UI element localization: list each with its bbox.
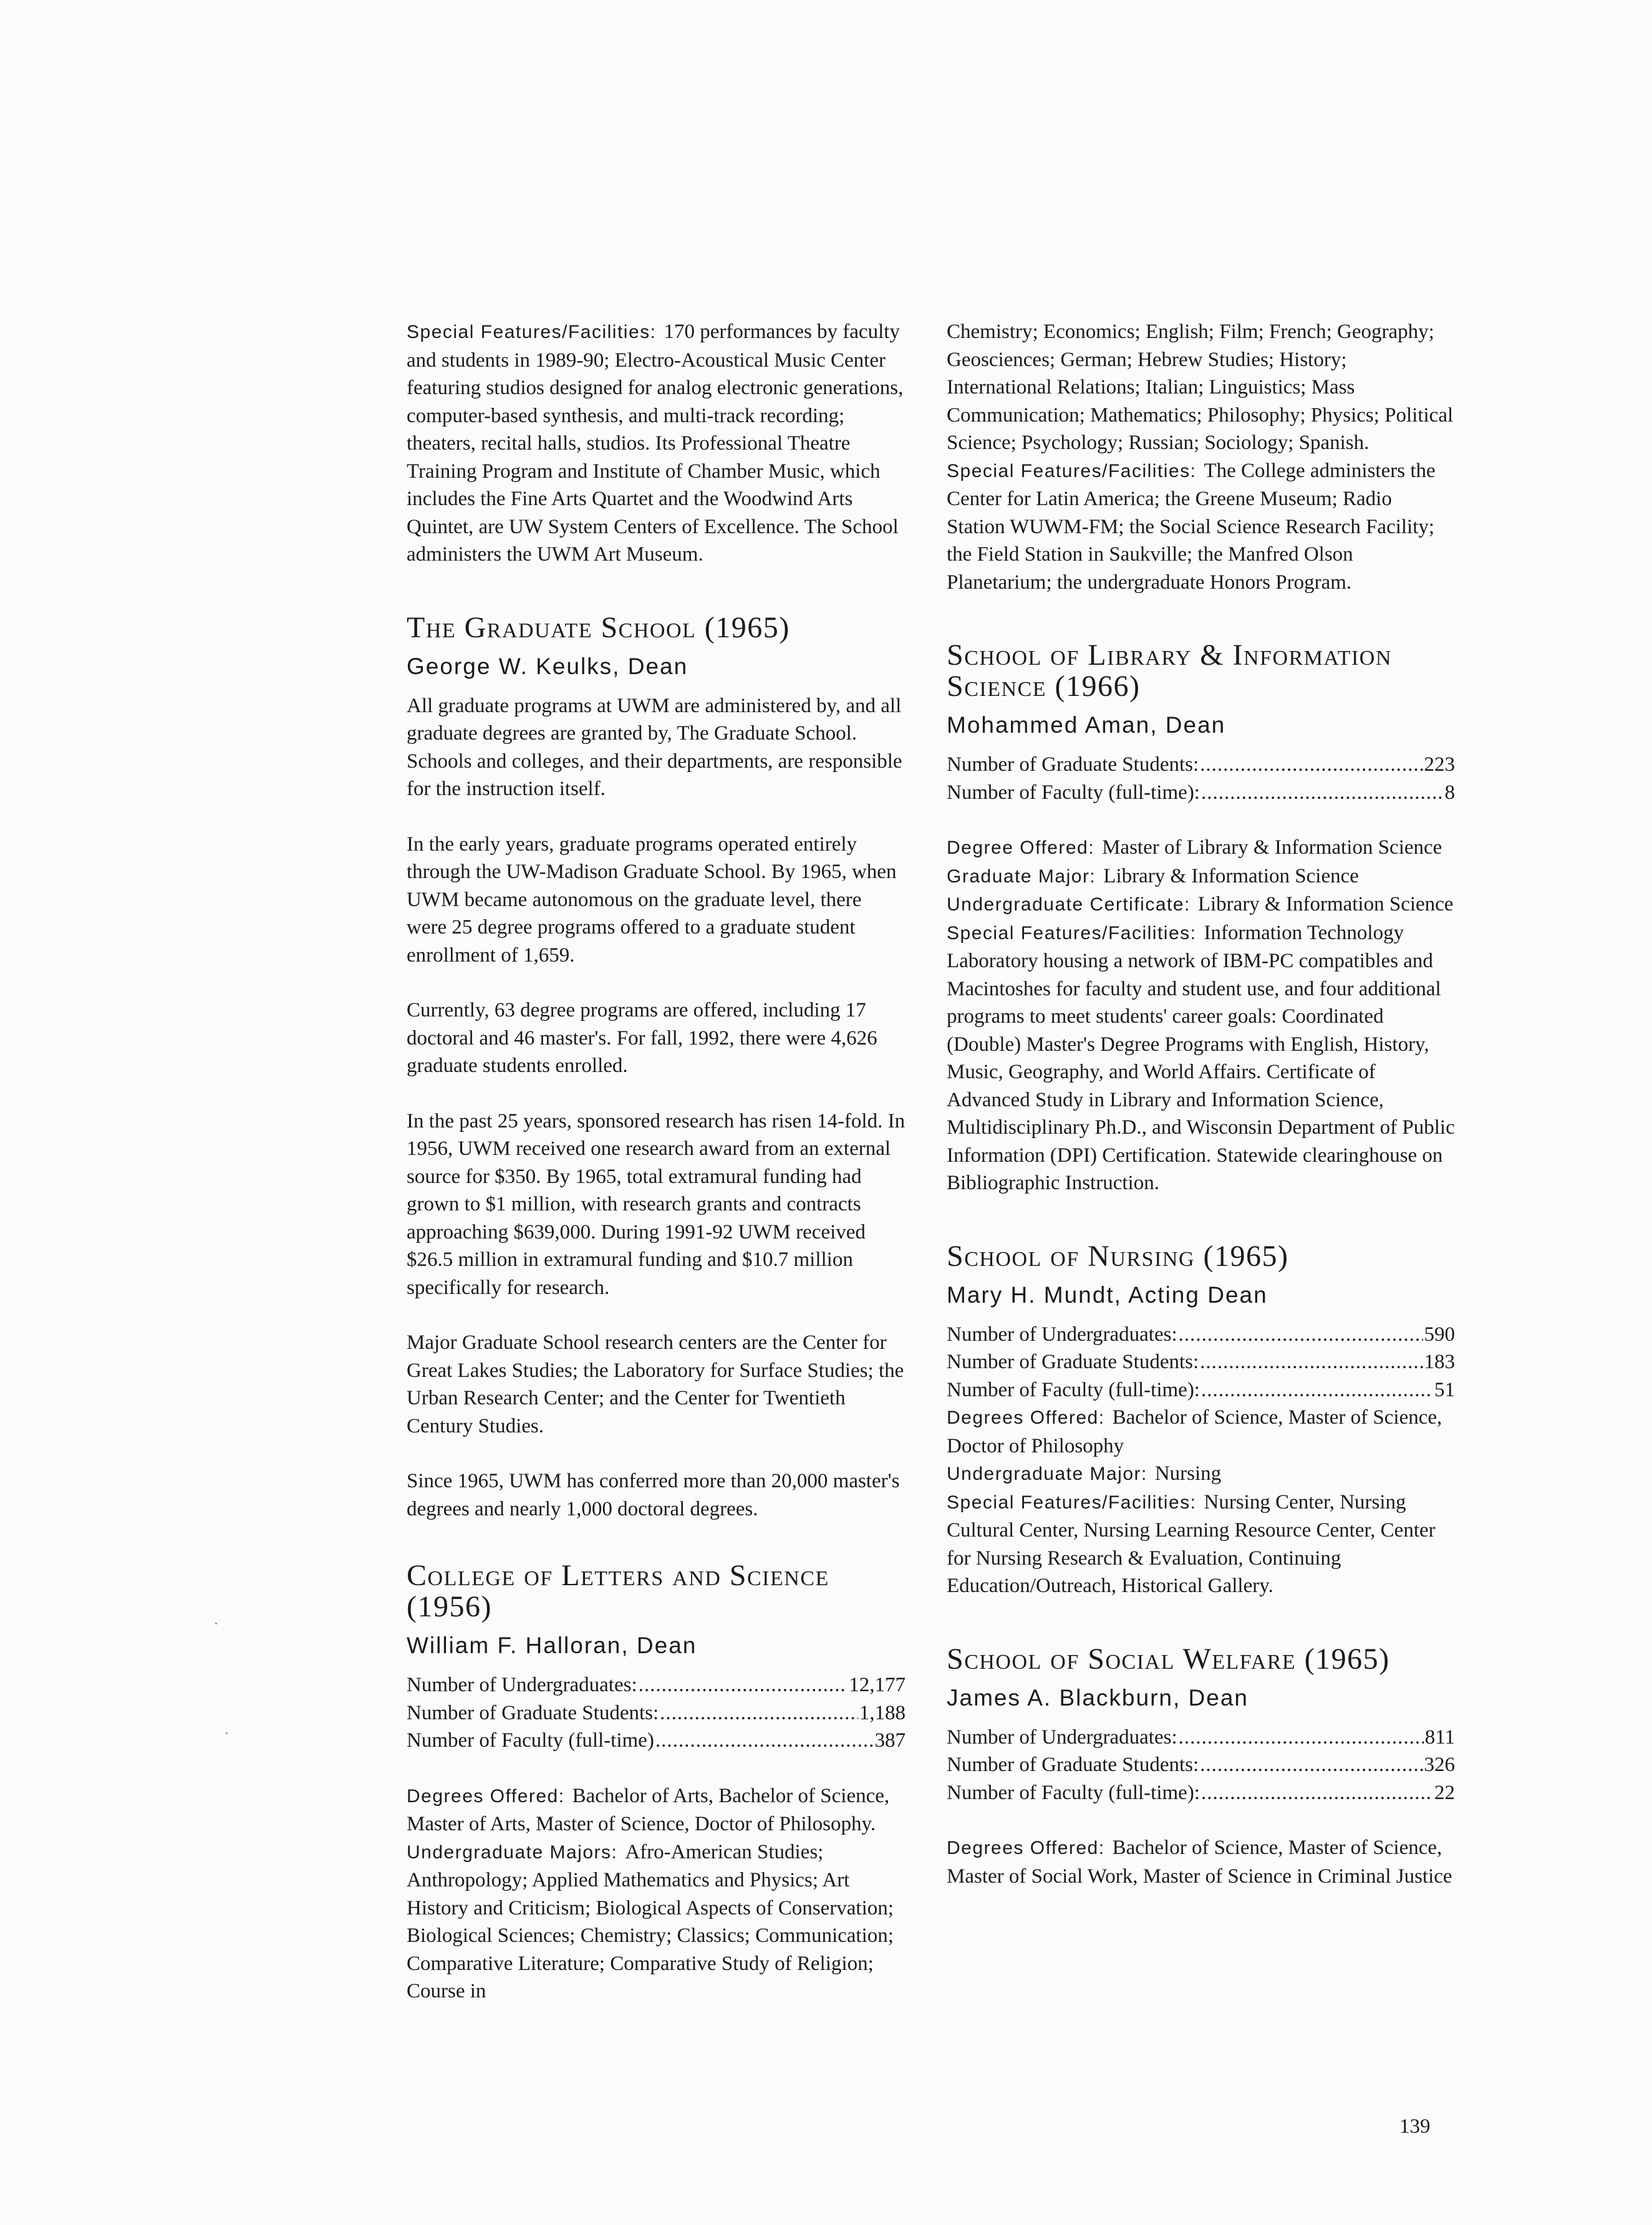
stat-row: Number of Undergraduates: ..... 12,177: [407, 1671, 906, 1699]
letters-science-section: [407, 1560, 906, 2005]
section-title: College of Letters and Science (1956): [407, 1559, 829, 1623]
majors-continued: Chemistry; Economics; English; Film; French; Geography; Geosciences; German; Hebrew Studies; History; International Relations; Italian; Linguistics; Mass Communication; Mathematics; Philosophy; Physics; Political Science; Psychology; Russian; Sociology; Spanish.: [947, 321, 1454, 454]
dean-name: Mary H. Mundt, Acting Dean: [947, 1281, 1268, 1308]
left-column: [407, 318, 906, 2005]
major-paragraph: Graduate Major: Library & Information Science: [947, 864, 1359, 887]
section-title: The Graduate School (1965): [407, 611, 790, 644]
stat-row: Number of Faculty (full-time): ..... 22: [947, 1779, 1455, 1807]
degrees-paragraph: Degrees Offered: Bachelor of Arts, Bachelor of Science, Master of Arts, Master of Science, Doctor of Philosophy.: [407, 1784, 890, 1835]
dean-name: William F. Halloran, Dean: [407, 1633, 697, 1658]
graduate-school-section: [407, 612, 906, 1523]
stat-row: Number of Faculty (full-time): ..... 51: [947, 1376, 1455, 1404]
stat-row: Number of Undergraduates: ..... 811: [947, 1724, 1455, 1752]
certificate-paragraph: Undergraduate Certificate: Library & Information Science: [947, 893, 1454, 915]
scan-speck: [226, 1732, 228, 1734]
right-column: [947, 318, 1455, 1890]
dean-name: George W. Keulks, Dean: [407, 653, 688, 679]
features-paragraph: Special Features/Facilities: The College administers the Center for Latin America; the Greene Museum; Radio Station WUWM-FM; the Social Science Research Facility; the Field Station in Saukville; the Manfred Olson Planetarium; the undergraduate Honors Program.: [947, 459, 1436, 594]
stat-row: Number of Graduate Students: ..... 1,188: [407, 1699, 906, 1727]
page-number: 139: [1399, 2115, 1431, 2138]
paragraph: In the early years, graduate programs operated entirely through the UW-Madison Graduate School. By 1965, when UWM became autonomous on the graduate level, there were 25 degree programs offered to a graduate student enrollment of 1,659.: [407, 833, 897, 967]
stat-row: Number of Graduate Students: ..... 183: [947, 1348, 1455, 1376]
paragraph: Major Graduate School research centers are the Center for Great Lakes Studies; the Laboratory for Surface Studies; the Urban Research Center; and the Center for Twentieth Century Studies.: [407, 1331, 904, 1437]
stat-row: Number of Graduate Students: ..... 223: [947, 751, 1455, 779]
degree-paragraph: Degree Offered: Master of Library & Information Science: [947, 836, 1442, 859]
section-title: School of Social Welfare (1965): [947, 1642, 1390, 1676]
arts-features-paragraph: Special Features/Facilities: 170 performances by faculty and students in 1989-90; Electro-Acoustical Music Center featuring studios designed for analog electronic generations, computer-based synthesis, and multi-track recording; theaters, recital halls, studios. Its Professional Theatre Training Program and Institute of Chamber Music, which includes the Fine Arts Quartet and the Woodwind Arts Quintet, are UW System Centers of Excellence. The School administers the UWM Art Museum.: [407, 321, 904, 566]
social-welfare-section: [947, 1644, 1455, 1891]
dean-name: James A. Blackburn, Dean: [947, 1684, 1249, 1711]
paragraph: Since 1965, UWM has conferred more than 20,000 master's degrees and nearly 1,000 doctoral degrees.: [407, 1470, 900, 1520]
section-title: School of Library & Information Science (1966): [947, 639, 1392, 703]
stat-row: Number of Faculty (full-time) ..... 387: [407, 1727, 906, 1755]
scan-speck: [215, 1623, 217, 1624]
stat-row: Number of Faculty (full-time): ..... 8: [947, 779, 1455, 807]
degrees-paragraph: Degrees Offered: Bachelor of Science, Master of Science, Doctor of Philosophy: [947, 1406, 1442, 1457]
paragraph: All graduate programs at UWM are administered by, and all graduate degrees are granted by, The Graduate School. Schools and colleges, and their departments, are responsible for the instruction itself.: [407, 694, 902, 800]
paragraph: In the past 25 years, sponsored research has risen 14-fold. In 1956, UWM received one research award from an external source for $350. By 1965, total extramural funding had grown to $1 million, with research grants and contracts approaching $639,000. During 1991-92 UWM received $26.5 million in extramural funding and $10.7 million specifically for research.: [407, 1109, 906, 1299]
dean-name: Mohammed Aman, Dean: [947, 712, 1226, 738]
degrees-paragraph: Degrees Offered: Bachelor of Science, Master of Science, Master of Social Work, Master of Science in Criminal Justice: [947, 1836, 1452, 1888]
features-paragraph: Special Features/Facilities: Nursing Center, Nursing Cultural Center, Nursing Learning Resource Center, Center for Nursing Research & Evaluation, Continuing Education/Outreach, Historical Gallery.: [947, 1490, 1436, 1597]
nursing-section: [947, 1241, 1455, 1600]
features-label: Special Features/Facilities:: [407, 322, 657, 342]
stat-row: Number of Undergraduates: ..... 590: [947, 1321, 1455, 1349]
library-section: [947, 640, 1455, 1197]
features-paragraph: Special Features/Facilities: Information Technology Laboratory housing a network of IBM-PC compatibles and Macintoshes for faculty and student use, and four additional programs to meet students' career goals: Coordinated (Double) Master's Degree Programs with English, History, Music, Geography, and World Affairs. Certificate of Advanced Study in Library and Information Science, Multidisciplinary Ph.D., and Wisconsin Department of Public Information (DPI) Certification. Statewide clearinghouse on Bibliographic Instruction.: [947, 921, 1455, 1194]
majors-paragraph: Undergraduate Majors: Afro-American Studies; Anthropology; Applied Mathematics and Physics; Art History and Criticism; Biological Aspects of Conservation; Biological Sciences; Chemistry; Classics; Communication; Comparative Literature; Comparative Study of Religion; Course in: [407, 1840, 894, 2002]
major-paragraph: Undergraduate Major: Nursing: [947, 1462, 1222, 1485]
section-title: School of Nursing (1965): [947, 1239, 1289, 1273]
stat-row: Number of Graduate Students: ..... 326: [947, 1751, 1455, 1779]
paragraph: Currently, 63 degree programs are offered, including 17 doctoral and 46 master's. For fall, 1992, there were 4,626 graduate students enrolled.: [407, 999, 877, 1077]
